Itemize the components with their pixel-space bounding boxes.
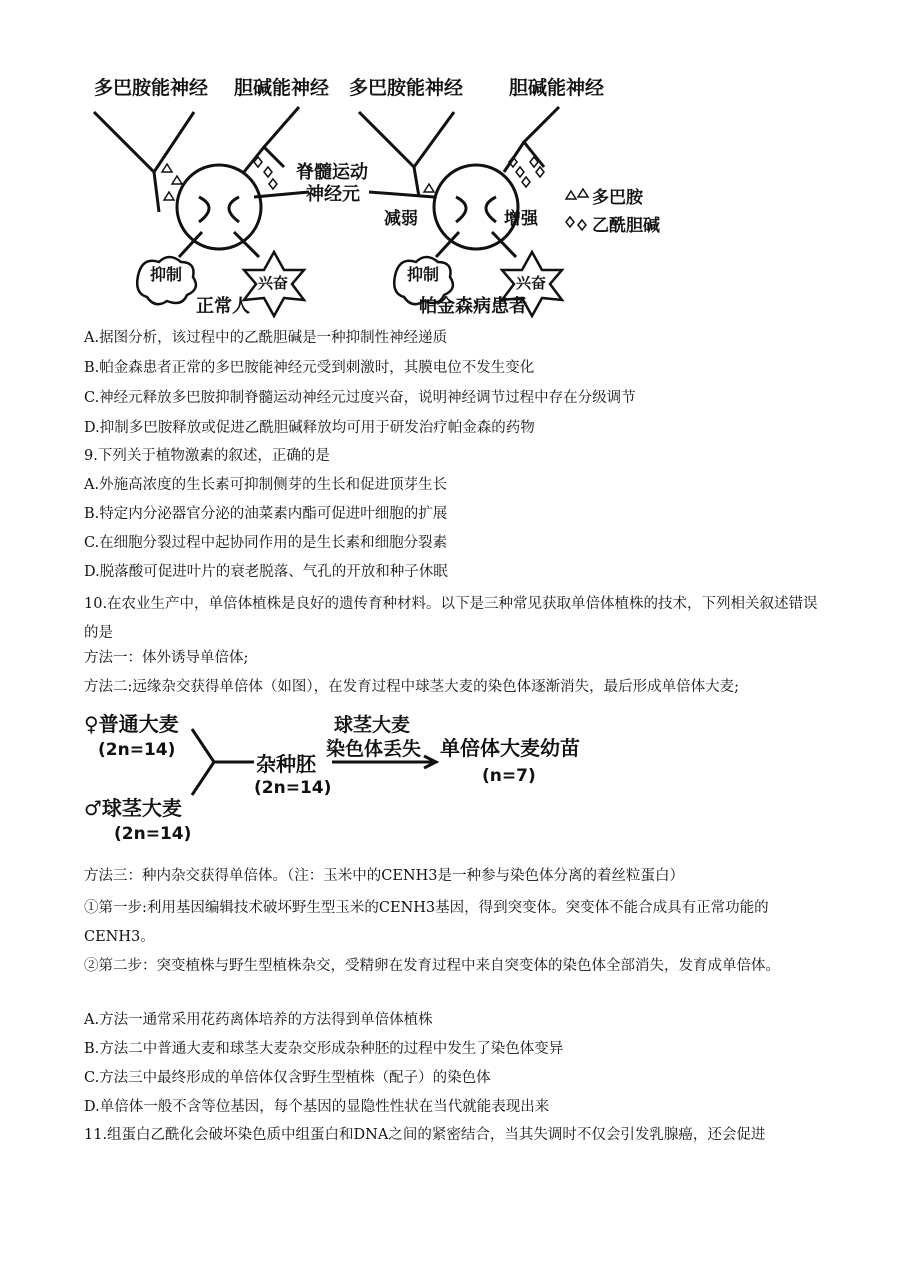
q10-stem: 10.在农业生产中，单倍体植株是良好的遗传育种材料。以下是三种常见获取单倍体植株的技术，下列相关叙述错误的是 [84, 596, 818, 641]
legend-dopamine-icon [578, 189, 588, 197]
female-chromosome-label: (2n=14) [98, 740, 176, 760]
patient-cholinergic-label: 胆碱能神经 [509, 77, 605, 99]
q8-option-a: A.据图分析，该过程中的乙酰胆碱是一种抑制性神经递质 [84, 330, 448, 346]
male-parent-label: ♂球茎大麦 [84, 796, 182, 820]
legend-acetylcholine-label: 乙酰胆碱 [592, 216, 660, 236]
q8-option-c: C.神经元释放多巴胺抑制脊髓运动神经元过度兴奋，说明神经调节过程中存在分级调节 [84, 390, 636, 406]
normal-dopamine-label: 多巴胺能神经 [94, 77, 209, 99]
patient-caption: 帕金森病患者 [419, 296, 527, 317]
patient-excite-label: 兴奋 [516, 274, 547, 292]
spinal-label-1: 脊髓运动 [296, 162, 368, 183]
q10-method1: 方法一：体外诱导单倍体; [84, 650, 249, 666]
q8-option-b: B.帕金森患者正常的多巴胺能神经元受到刺激时，其膜电位不发生变化 [84, 360, 535, 376]
q10-option-b: B.方法二中普通大麦和球茎大麦杂交形成杂种胚的过程中发生了染色体变异 [84, 1041, 564, 1057]
spinal-label-2: 神经元 [306, 184, 360, 205]
q10-option-d: D.单倍体一般不含等位基因，每个基因的显隐性性状在当代就能表现出来 [84, 1099, 550, 1115]
hybrid-embryo-label: 杂种胚 [256, 752, 316, 776]
barley-diagram [84, 707, 644, 857]
q10-method3: 方法三：种内杂交获得单倍体。（注：玉米中的CENH3是一种参与染色体分离的着丝粒蛋白） [84, 868, 684, 884]
barley-diagram-svg [84, 707, 644, 857]
patient-dopamine-label: 多巴胺能神经 [349, 77, 464, 99]
normal-caption: 正常人 [196, 296, 250, 317]
q10-step2: ②第二步：突变植株与野生型植株杂交，受精卵在发育过程中来自突变体的染色体全部消失，发育成单倍体。 [84, 958, 780, 974]
normal-cholinergic-label: 胆碱能神经 [234, 77, 330, 99]
q10-step1: ①第一步:利用基因编辑技术破坏野生型玉米的CENH3基因，得到突变体。突变体不能合成具有正常功能的CENH3。 [84, 900, 769, 945]
arrow-top-label: 球茎大麦 [334, 714, 411, 736]
neural-diagram [84, 72, 660, 322]
normal-inhibit-label: 抑制 [150, 265, 183, 284]
female-parent-label: ♀普通大麦 [84, 712, 179, 736]
strengthen-label: 增强 [504, 209, 538, 229]
legend-acetylcholine-icon [578, 220, 586, 230]
hybrid-chromosome-label: (2n=14) [254, 778, 332, 798]
patient-inhibit-label: 抑制 [407, 265, 440, 284]
male-chromosome-label: (2n=14) [114, 824, 192, 844]
legend-dopamine-label: 多巴胺 [592, 188, 643, 208]
q9-option-a: A.外施高浓度的生长素可抑制侧芽的生长和促进顶芽生长 [84, 477, 448, 493]
q9-option-b: B.特定内分泌器官分泌的油菜素内酯可促进叶细胞的扩展 [84, 506, 448, 522]
haploid-chromosome-label: (n=7) [482, 766, 536, 786]
q9-option-d: D.脱落酸可促进叶片的衰老脱落、气孔的开放和种子休眠 [84, 564, 448, 580]
q11-stem: 11.组蛋白乙酰化会破坏染色质中组蛋白和DNA之间的紧密结合，当其失调时不仅会引发乳腺癌，还会促进 [84, 1127, 766, 1143]
neural-diagram-svg [84, 72, 660, 322]
q9-option-c: C.在细胞分裂过程中起协同作用的是生长素和细胞分裂素 [84, 535, 448, 551]
q10-option-c: C.方法三中最终形成的单倍体仅含野生型植株（配子）的染色体 [84, 1070, 491, 1086]
arrow-bottom-label: 染色体丢失 [326, 738, 422, 760]
weaken-label: 减弱 [384, 209, 418, 229]
q10-method2: 方法二:远缘杂交获得单倍体（如图），在发育过程中球茎大麦的染色体逐渐消失，最后形成单倍体大麦; [84, 679, 740, 695]
q9-stem: 9.下列关于植物激素的叙述，正确的是 [84, 448, 330, 464]
haploid-seedling-label: 单倍体大麦幼苗 [440, 736, 580, 760]
normal-excite-label: 兴奋 [258, 274, 289, 292]
q10-option-a: A.方法一通常采用花药离体培养的方法得到单倍体植株 [84, 1012, 433, 1028]
q8-option-d: D.抑制多巴胺释放或促进乙酰胆碱释放均可用于研发治疗帕金森的药物 [84, 420, 535, 436]
